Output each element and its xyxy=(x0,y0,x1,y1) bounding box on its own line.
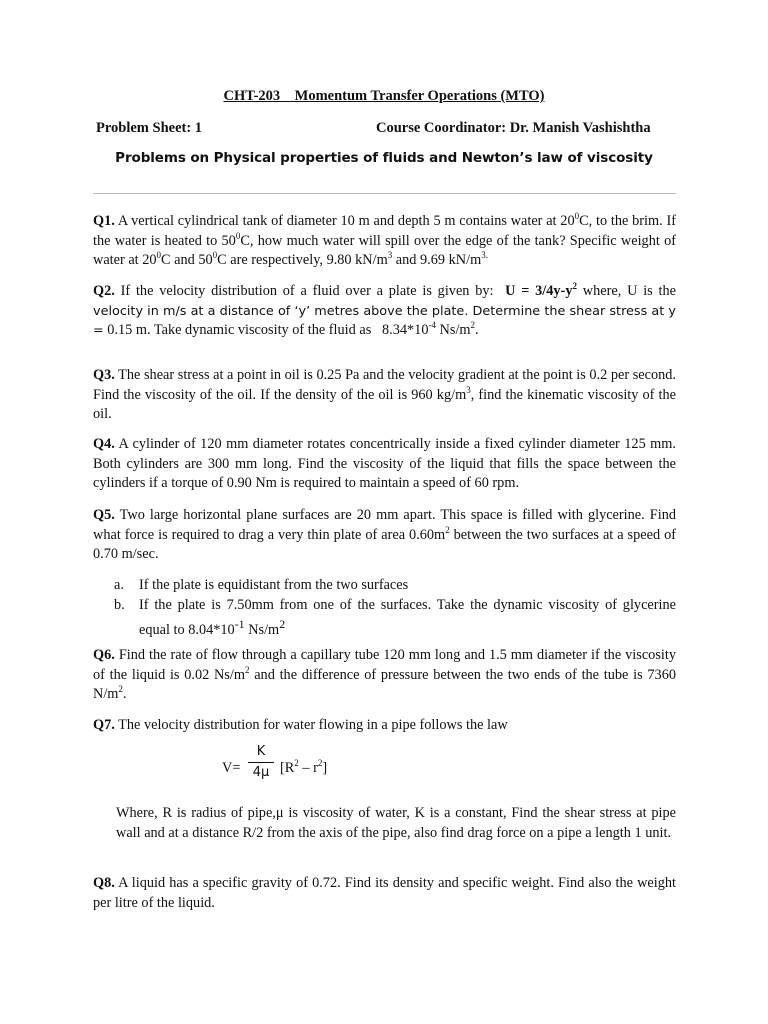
question-text: If the velocity distribution of a fluid over a plate is given by: xyxy=(114,283,506,299)
superscript: 2 xyxy=(279,617,286,631)
question-text: The shear stress at a point in oil is 0.25 Pa and the velocity gradient at the point is 0.2 per second. Find the viscosity of the oil. If the density of the oil is 960 kg/m xyxy=(93,367,676,403)
superscript: 2 xyxy=(470,320,476,331)
superscript: 2 xyxy=(572,281,577,292)
fraction-bar xyxy=(248,762,274,763)
superscript: 0 xyxy=(212,250,218,261)
question-text: . xyxy=(122,686,127,702)
question-7 xyxy=(93,716,676,736)
superscript: -1 xyxy=(234,617,245,631)
superscript: 3 xyxy=(387,250,393,261)
superscript: 0 xyxy=(235,230,241,241)
subpart-text: If the plate is equidistant from the two surfaces xyxy=(139,577,409,593)
question-4 xyxy=(93,435,676,494)
question-label: Q7. xyxy=(93,717,115,733)
superscript: -4 xyxy=(428,320,436,331)
divider xyxy=(93,193,676,194)
subpart-b xyxy=(114,596,676,641)
course-title xyxy=(0,88,768,105)
superscript: 2 xyxy=(118,684,123,695)
velocity-law-formula xyxy=(222,744,382,794)
question-text: 0.15 m. Take dynamic viscosity of the fluid as 8.34*10 xyxy=(103,322,429,338)
formula-fraction xyxy=(248,744,274,780)
question-8 xyxy=(93,874,676,913)
question-5 xyxy=(93,506,676,565)
formula-lhs: V= xyxy=(222,760,241,776)
question-text: The velocity distribution for water flowing in a pipe follows the law xyxy=(114,717,508,733)
question-text: A vertical cylindrical tank of diameter 10 m and depth 5 m contains water at 20 xyxy=(114,213,575,229)
formula-text: – r xyxy=(298,760,318,776)
question-2 xyxy=(93,282,676,341)
question-text: . xyxy=(475,322,479,338)
question-text: and the difference of pressure between the two ends of the tube is 7360 N/m xyxy=(93,666,676,702)
question-label: Q4. xyxy=(93,436,115,452)
question-text: and 9.69 kN/m xyxy=(392,252,482,268)
question-3 xyxy=(93,366,676,425)
question-text: C, to the brim. If the water is heated to 50 xyxy=(93,213,676,249)
question-5-subparts xyxy=(114,576,676,640)
question-text: A liquid has a specific gravity of 0.72. Find its density and specific weight. Find also the weight per litre of the liquid. xyxy=(93,875,676,911)
question-text: where, U is the xyxy=(576,283,676,299)
question-text: Two large horizontal plane surfaces are 20 mm apart. This space is filled with glycerine. Find what force is required to drag a very thin plate of area 0.60m xyxy=(93,507,676,543)
formula-text: ] xyxy=(322,760,328,776)
question-text: Find the rate of flow through a capillary tube 120 mm long and 1.5 mm diameter if the viscosity of the liquid is 0.02 Ns/m xyxy=(93,647,676,683)
question-6 xyxy=(93,646,676,705)
question-label: Q2. xyxy=(93,283,115,299)
question-text: , find the kinematic viscosity of the oil. xyxy=(93,386,676,422)
question-7-body: Where, R is radius of pipe,μ is viscosity of water, K is a constant, Find the shear stress at pipe wall and at a distance R/2 from the axis of the pipe, also find drag force on a pipe a length 1 unit. xyxy=(116,805,676,841)
sheet-subtitle: Problems on Physical properties of fluids and Newton’s law of viscosity xyxy=(115,150,653,166)
subpart-marker: b. xyxy=(114,596,125,613)
question-text: A cylinder of 120 mm diameter rotates concentrically inside a fixed cylinder diameter 125 mm. Both cylinders are 300 mm long. Find the viscosity of the liquid that fills the space between the cylinders if a torque of 0.90 Nm is required to maintain a speed of 60 rpm. xyxy=(93,436,676,491)
question-text: C and 50 xyxy=(161,252,213,268)
fraction-denominator: 4μ xyxy=(252,765,270,780)
question-label: Q3. xyxy=(93,367,115,383)
question-label: Q8. xyxy=(93,875,115,891)
question-text: between the two surfaces at a speed of 0.70 m/sec. xyxy=(93,526,676,562)
superscript: 3. xyxy=(481,250,488,261)
subpart-a xyxy=(114,576,676,596)
formula-text: [R xyxy=(280,760,295,776)
question-text: C are respectively, 9.80 kN/m xyxy=(217,252,388,268)
question-1 xyxy=(93,212,676,271)
question-label: Q6. xyxy=(93,647,115,663)
question-text: C, how much water will spill over the edge of the tank? Specific weight of water at 20 xyxy=(93,232,676,268)
velocity-equation xyxy=(505,283,577,299)
problem-sheet-number: Problem Sheet: 1 xyxy=(96,120,203,136)
question-text: Ns/m xyxy=(435,322,471,338)
superscript: 2 xyxy=(317,758,323,769)
subpart-text: If the plate is 7.50mm from one of the surfaces. Take the dynamic viscosity of glycerine equal to 8.04*10 xyxy=(139,596,676,638)
superscript: 2 xyxy=(244,664,250,675)
course-title-text: CHT-203 Momentum Transfer Operations (MTO) xyxy=(223,88,545,104)
equation-text: U = 3/4y-y xyxy=(505,283,573,299)
question-label: Q5. xyxy=(93,507,115,523)
fraction-numerator: K xyxy=(256,744,266,759)
question-label: Q1. xyxy=(93,213,115,229)
superscript: 2 xyxy=(294,758,299,769)
superscript: 3 xyxy=(466,384,471,395)
superscript: 0 xyxy=(156,250,162,261)
subpart-marker: a. xyxy=(114,577,124,593)
superscript: 0 xyxy=(574,211,580,222)
formula-rhs xyxy=(280,760,327,777)
course-coordinator: Course Coordinator: Dr. Manish Vashishtha xyxy=(376,120,651,136)
question-text: velocity in m/s at a distance of ‘y’ metres above the plate. Determine the shear stress at y = xyxy=(93,303,676,338)
subpart-text: Ns/m xyxy=(244,621,280,638)
superscript: 2 xyxy=(445,524,450,535)
